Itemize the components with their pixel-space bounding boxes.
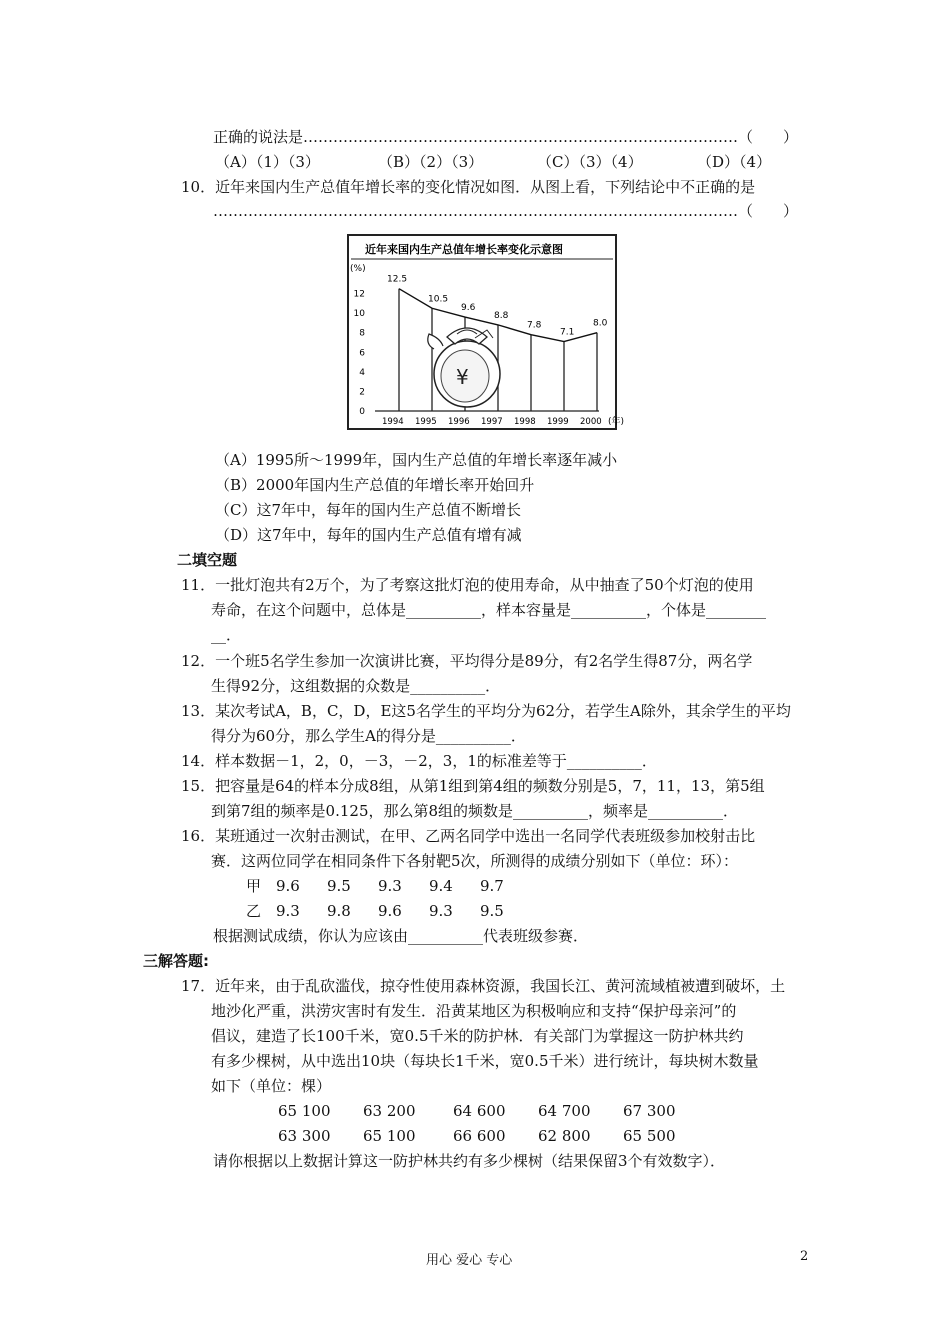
q14-line-1: 14．样本数据－1，2，0，－3，－2，3，1的标准差等于__________． xyxy=(181,752,657,770)
value-label-1997: 8.8 xyxy=(494,310,509,321)
x-tick-1996: 1996 xyxy=(448,417,470,427)
q15-line-2: 到第7组的频率是0.125，那么第8组的频数是__________，频率是__________． xyxy=(211,802,739,820)
q10-stem: 10．近年来国内生产总值年增长率的变化情况如图．从图上看，下列结论中不正确的是 xyxy=(181,178,756,196)
q9-option-a: （A）（1）（3） xyxy=(215,153,320,171)
y-axis-label: (%) xyxy=(350,264,366,274)
q12-line-1: 12．一个班5名学生参加一次演讲比赛，平均得分是89分，有2名学生得87分，两名学 xyxy=(181,652,753,670)
y-tick-8: 8 xyxy=(359,328,365,339)
x-tick-2000: 2000 xyxy=(580,417,602,427)
q17-tree-row-1: 65 100 63 200 64 600 64 700 67 300 xyxy=(278,1102,676,1120)
q16-score-row-jia: 甲 9.6 9.5 9.3 9.4 9.7 xyxy=(246,877,504,895)
section-fill-in-title: 二填空题 xyxy=(177,551,238,569)
q13-line-2: 得分为60分，那么学生A的得分是__________． xyxy=(211,727,526,745)
q17-line-3: 倡议，建造了长100千米，宽0.5千米的防护林．有关部门为掌握这一防护林共约 xyxy=(211,1027,744,1045)
money-bag-illustration xyxy=(428,328,500,407)
q17-line-5: 如下（单位：棵） xyxy=(211,1077,332,1095)
y-tick-12: 12 xyxy=(353,289,365,300)
q16-score-row-yi: 乙 9.3 9.8 9.6 9.3 9.5 xyxy=(246,902,504,920)
x-tick-labels xyxy=(382,417,602,427)
q10-option-b: （B）2000年国内生产总值的年增长率开始回升 xyxy=(215,476,535,494)
q12-line-2: 生得92分，这组数据的众数是__________． xyxy=(211,677,501,695)
x-tick-1997: 1997 xyxy=(481,417,503,427)
q11-line-1: 11．一批灯泡共有2万个，为了考察这批灯泡的使用寿命，从中抽查了50个灯泡的使用 xyxy=(181,576,754,594)
q16-line-1: 16．某班通过一次射击测试，在甲、乙两名同学中选出一名同学代表班级参加校射击比 xyxy=(181,827,756,845)
q15-line-1: 15．把容量是64的样本分成8组，从第1组到第4组的频数分别是5，7，11，13，第5组 xyxy=(181,777,765,795)
y-tick-10: 10 xyxy=(353,309,365,320)
value-label-2000: 8.0 xyxy=(593,318,608,329)
q10-answer-line: ……………………………………………………………………………………………（ ） xyxy=(213,202,799,220)
y-tick-labels xyxy=(354,290,366,417)
page-number: 2 xyxy=(800,1249,809,1264)
value-label-1999: 7.1 xyxy=(560,327,575,338)
q10-option-d: （D）这7年中，每年的国内生产总值有增有减 xyxy=(215,526,522,544)
q17-line-1: 17．近年来，由于乱砍滥伐，掠夺性使用森林资源，我国长江、黄河流域植被遭到破坏，土 xyxy=(181,977,786,995)
y-tick-6: 6 xyxy=(359,348,365,359)
footer-motto: 用心 爱心 专心 xyxy=(426,1253,513,1268)
q11-line-3: __． xyxy=(211,626,242,644)
q10-option-c: （C）这7年中，每年的国内生产总值不断增长 xyxy=(215,501,522,519)
q17-tree-row-2: 63 300 65 100 66 600 62 800 65 500 xyxy=(278,1127,676,1145)
q17-line-2: 地沙化严重，洪涝灾害时有发生．沿黄某地区为积极响应和支持“保护母亲河”的 xyxy=(211,1002,737,1020)
value-label-1996: 9.6 xyxy=(461,303,476,314)
value-label-1998: 7.8 xyxy=(527,320,542,331)
q9-option-d: （D）（4） xyxy=(697,153,772,171)
svg-text:¥: ¥ xyxy=(456,365,469,389)
x-tick-1999: 1999 xyxy=(547,417,569,427)
q10-option-a: （A）1995所～1999年，国内生产总值的年增长率逐年减小 xyxy=(215,451,618,469)
q9-option-b: （B）（2）（3） xyxy=(378,153,484,171)
value-label-1994: 12.5 xyxy=(387,274,408,285)
q9-answer-line: 正确的说法是……………………………………………………………………………（ ） xyxy=(213,128,799,146)
x-tick-1994: 1994 xyxy=(382,417,404,427)
q17-line-6: 请你根据以上数据计算这一防护林共约有多少棵树（结果保留3个有效数字）． xyxy=(213,1152,726,1170)
q16-line-3: 根据测试成绩，你认为应该由__________代表班级参赛． xyxy=(213,927,589,945)
chart-title: 近年来国内生产总值年增长率变化示意图 xyxy=(365,243,563,256)
value-label-1995: 10.5 xyxy=(428,294,449,305)
q13-line-1: 13．某次考试A，B，C，D，E这5名学生的平均分为62分，若学生A除外，其余学生的平均 xyxy=(181,702,791,720)
y-tick-4: 4 xyxy=(359,367,365,378)
y-tick-2: 2 xyxy=(359,387,365,398)
q17-line-4: 有多少棵树，从中选出10块（每块长1千米，宽0.5千米）进行统计，每块树木数量 xyxy=(211,1052,759,1070)
data-labels xyxy=(387,275,608,338)
q16-line-2: 赛．这两位同学在相同条件下各射靶5次，所测得的成绩分别如下（单位：环）： xyxy=(211,852,739,870)
gdp-growth-chart xyxy=(347,234,625,430)
x-unit-label: (年) xyxy=(608,417,625,427)
q9-option-c: （C）（3）（4） xyxy=(537,153,643,171)
y-tick-0: 0 xyxy=(359,407,365,417)
x-tick-1998: 1998 xyxy=(514,417,536,427)
q11-line-2: 寿命，在这个问题中，总体是__________，样本容量是__________，个体是________ xyxy=(211,601,767,619)
section-answer-title: 三解答题: xyxy=(143,952,209,970)
x-tick-1995: 1995 xyxy=(415,417,437,427)
